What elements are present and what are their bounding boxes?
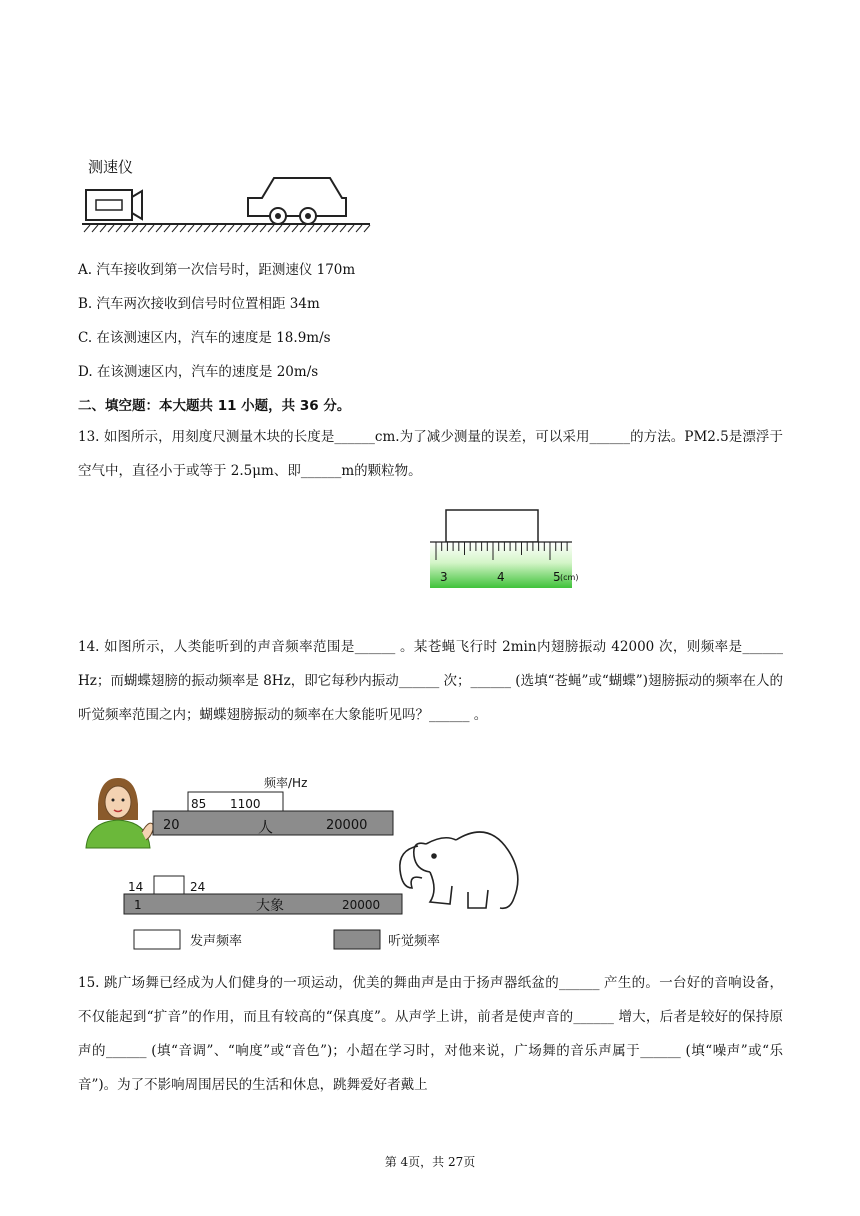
ruler-label-4: 4 bbox=[497, 570, 505, 584]
wooden-block bbox=[446, 510, 538, 542]
frequency-figure bbox=[78, 770, 538, 955]
human-emit-high: 1100 bbox=[230, 797, 261, 811]
question-13: 13. 如图所示，用刻度尺测量木块的长度是______cm.为了减少测量的误差，可以采用______的方法。PM2.5是漂浮于空气中，直径小于或等于 2.5μm、即______m的颗粒物。 bbox=[78, 429, 783, 479]
legend-hear-label: 听觉频率 bbox=[388, 934, 441, 949]
legend-emit-label: 发声频率 bbox=[190, 934, 243, 949]
legend-emit-swatch bbox=[134, 930, 180, 949]
elephant-emit-box bbox=[154, 876, 184, 894]
ruler-label-5: 5 bbox=[553, 570, 561, 584]
frequency-axis-title: 频率/Hz bbox=[264, 776, 308, 790]
speed-gun-label: 测速仪 bbox=[88, 158, 134, 176]
human-label: 人 bbox=[258, 818, 274, 836]
human-hear-low: 20 bbox=[163, 818, 180, 833]
car-icon bbox=[248, 178, 346, 224]
elephant-hear-low: 1 bbox=[134, 898, 142, 912]
page-footer: 第 4页，共 27页 bbox=[384, 1155, 476, 1169]
option-d: D. 在该测速区内，汽车的速度是 20m/s bbox=[78, 364, 319, 380]
human-emit-low: 85 bbox=[191, 797, 207, 811]
speed-gun-icon bbox=[86, 190, 142, 220]
option-b: B. 汽车两次接收到信号时位置相距 34m bbox=[78, 296, 320, 312]
speed-gun-figure bbox=[80, 150, 375, 240]
ground bbox=[82, 224, 370, 232]
ruler-figure bbox=[428, 508, 579, 592]
ruler-unit: (cm) bbox=[560, 573, 579, 582]
human-hear-high: 20000 bbox=[326, 818, 368, 833]
elephant-hear-high: 20000 bbox=[342, 898, 381, 912]
woman-icon bbox=[86, 778, 154, 848]
question-15: 15. 跳广场舞已经成为人们健身的一项运动，优美的舞曲声是由于扬声器纸盆的______ 产生的。一台好的音响设备，不仅能起到“扩音”的作用，而且有较高的“保真度”。从声学上讲，前者是使声音的______ 增大，后者是较好的保持原声的______ (填“音调”、“响度”或“音色”)；小超在学习时，对他来说，广场舞的音乐声属于______ (填“噪声”或“乐音”)。为了不影响周围居民的生活和休息，跳舞爱好者戴上 bbox=[78, 975, 783, 1093]
elephant-label: 大象 bbox=[256, 898, 284, 914]
option-c: C. 在该测速区内，汽车的速度是 18.9m/s bbox=[78, 330, 331, 346]
elephant-emit-low: 14 bbox=[128, 880, 144, 894]
ruler-label-3: 3 bbox=[440, 570, 448, 584]
question-14: 14. 如图所示，人类能听到的声音频率范围是______ 。某苍蝇飞行时 2min内翅膀振动 42000 次，则频率是______ Hz；而蝴蝶翅膀的振动频率是 8Hz，即它每秒内振动______ 次；______ (选填“苍蝇”或“蝴蝶”)翅膀振动的频率在人的听觉频率范围之内；蝴蝶翅膀振动的频率在大象能听见吗？______ 。 bbox=[78, 639, 783, 723]
legend-hear-swatch bbox=[334, 930, 380, 949]
section-heading: 二、填空题：本大题共 11 小题，共 36 分。 bbox=[78, 398, 351, 414]
option-a: A. 汽车接收到第一次信号时，距测速仪 170m bbox=[78, 262, 356, 278]
elephant-icon bbox=[400, 832, 518, 908]
elephant-emit-high: 24 bbox=[190, 880, 206, 894]
